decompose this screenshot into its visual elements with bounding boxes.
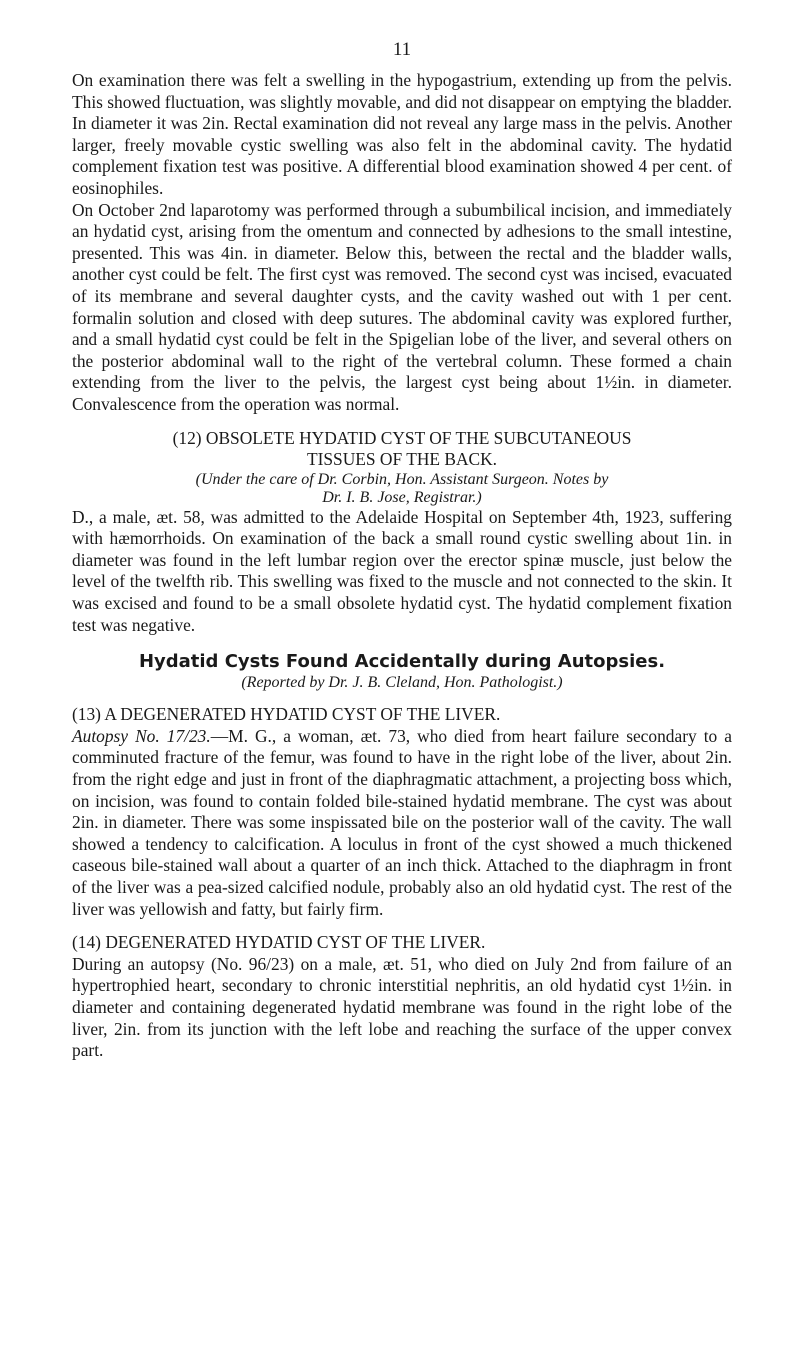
case-13-heading: (13) A DEGENERATED HYDATID CYST OF THE LIVER. [72, 704, 501, 725]
page-number: 11 [392, 39, 412, 60]
case-13-body [72, 726, 732, 920]
case-12-care-note [72, 471, 732, 507]
section-title: Hydatid Cysts Found Accidentally during Autopsies. [138, 651, 666, 673]
section-reported-by: (Reported by Dr. J. B. Cleland, Hon. Pathologist.) [241, 674, 563, 692]
paragraph-laparotomy: On October 2nd laparotomy was performed through a subumbilical incision, and immediately an hydatid cyst, arising from the omentum and connected by adhesions to the small intestine, presented. This was 4in. in diameter. Below this, between the rectal and the bladder walls, another cyst could be felt. The first cyst was removed. The second cyst was incised, evacuated of its membrane and several daughter cysts, and the cavity washed out with 1 per cent. formalin solution and closed with deep sutures. The abdominal cavity was explored further, and a small hydatid cyst could be felt in the Spigelian lobe of the liver, and several others on the posterior abdominal wall to the right of the vertebral column. These formed a chain extending from the liver to the pelvis, the largest cyst being about 1½in. in diameter. Convalescence from the operation was normal. [72, 199, 732, 414]
case-12-care-line2: Dr. I. B. Jose, Registrar.) [322, 488, 482, 506]
case-12-care-line1: (Under the care of Dr. Corbin, Hon. Assistant Surgeon. Notes by [195, 470, 609, 488]
paragraph-examination: On examination there was felt a swelling in the hypogastrium, extending up from the pelvis. This showed fluctuation, was slightly movable, and did not disappear on emptying the bladder. In diameter it was 2in. Rectal examination did not reveal any large mass in the pelvis. Another larger, freely movable cystic swelling was also felt in the abdominal cavity. The hydatid complement fixation test was positive. A differential blood examination showed 4 per cent. of eosinophiles. [72, 70, 732, 198]
case-14-body: During an autopsy (No. 96/23) on a male, æt. 51, who died on July 2nd from failure of an hypertrophied heart, secondary to chronic interstitial nephritis, an old hydatid cyst 1½in. in diameter and containing degenerated hydatid membrane was found in the right lobe of the liver, 2in. from its junction with the left lobe and reaching the surface of the upper convex part. [72, 953, 732, 1061]
case-12-heading-line1: (12) OBSOLETE HYDATID CYST OF THE SUBCUTANEOUS [172, 427, 632, 448]
case-13-text: —M. G., a woman, æt. 73, who died from heart failure secondary to a comminuted fracture of the femur, was found to have in the right lobe of the liver, about 2in. from the right edge and just in front of the diaphragmatic attachment, a projecting boss which, on incision, was found to contain folded bile-stained hydatid membrane. The cyst was about 2in. in diameter. There was some inspissated bile on the posterior wall of the cavity. The wall showed a tendency to calcification. A loculus in front of the cyst showed a much thickened caseous bile-stained wall about a quarter of an inch thick. Attached to the diaphragm in front of the liver was a pea-sized calcified nodule, probably also an old hydatid cyst. The rest of the liver was yellowish and fatty, but fairly firm. [72, 725, 733, 919]
case-14-heading: (14) DEGENERATED HYDATID CYST OF THE LIVER. [72, 932, 486, 953]
case-12-body: D., a male, æt. 58, was admitted to the Adelaide Hospital on September 4th, 1923, suffering with hæmorrhoids. On examination of the back a small round cystic swelling about 1in. in diameter was found in the left lumbar region over the erector spinæ muscle, just below the level of the twelfth rib. This swelling was fixed to the muscle and not connected to the skin. It was excised and found to be a small obsolete hydatid cyst. The hydatid complement fixation test was negative. [72, 506, 732, 635]
case-12-heading-line2: TISSUES OF THE BACK. [306, 449, 498, 470]
case-13-autopsy-number: Autopsy No. 17/23. [72, 725, 211, 746]
document-page [72, 38, 732, 1062]
case-12-heading [72, 428, 732, 471]
